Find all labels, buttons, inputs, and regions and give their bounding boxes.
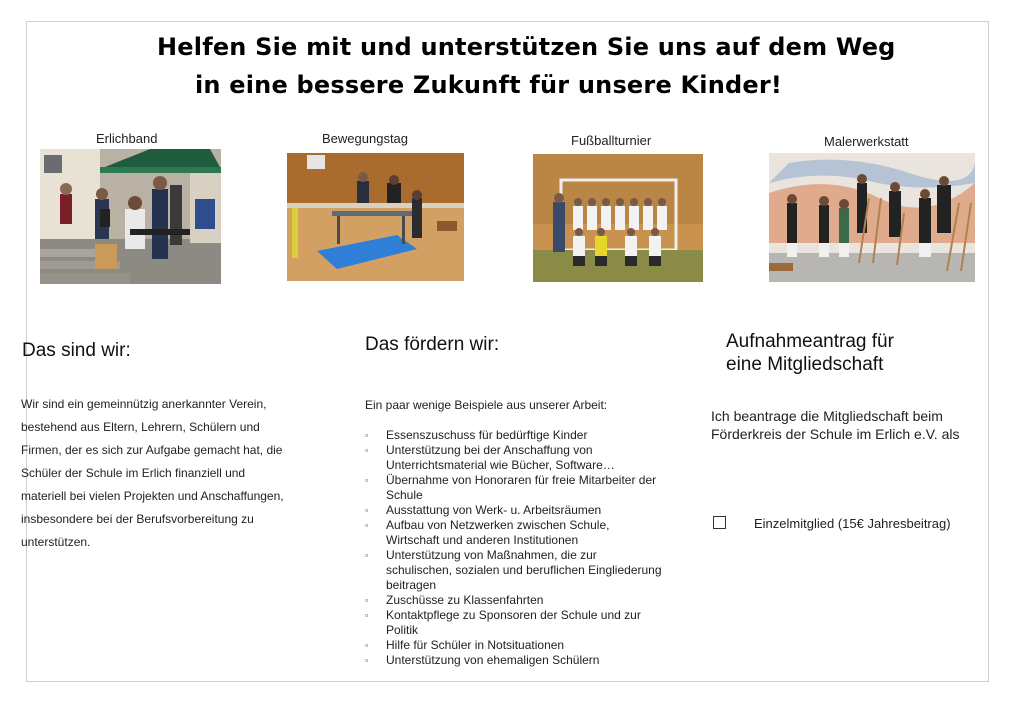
about-line: Schüler der Schule im Erlich finanziell und <box>21 466 246 480</box>
about-line: bestehend aus Eltern, Lehrern, Schülern und <box>21 420 260 434</box>
about-line: unterstützen. <box>21 535 91 549</box>
list-item <box>365 548 665 593</box>
support-intro: Ein paar wenige Beispiele aus unserer Arbeit: <box>365 398 608 412</box>
list-item <box>365 653 665 668</box>
list-item <box>365 593 665 608</box>
support-list <box>365 428 665 668</box>
list-item-text: Ausstattung von Werk- u. Arbeitsräumen <box>386 503 602 517</box>
bullet-icon: ▫ <box>365 610 369 620</box>
membership-title <box>726 330 894 376</box>
list-item <box>365 503 665 518</box>
about-line: Wir sind ein gemeinnützig anerkannter Verein, <box>21 397 267 411</box>
list-item <box>365 518 665 548</box>
list-item <box>365 428 665 443</box>
caption-fussballturnier: Fußballturnier <box>571 133 652 148</box>
about-line: Firmen, der es sich zur Aufgabe gemacht hat, die <box>21 443 283 457</box>
bullet-icon: ▫ <box>365 520 369 530</box>
headline-line-2: in eine bessere Zukunft für unsere Kinder! <box>195 71 783 99</box>
list-item-text: Zuschüsse zu Klassenfahrten <box>386 593 544 607</box>
bullet-icon: ▫ <box>365 550 369 560</box>
list-item-text: Essenszuschuss für bedürftige Kinder <box>386 428 588 442</box>
list-item-text: Übernahme von Honoraren für freie Mitarbeiter der Schule <box>386 473 657 502</box>
about-title: Das sind wir: <box>22 340 131 361</box>
membership-option-label: Einzelmitglied (15€ Jahresbeitrag) <box>754 516 951 531</box>
photo-fussballturnier <box>533 154 703 282</box>
list-item <box>365 443 665 473</box>
bullet-icon: ▫ <box>365 595 369 605</box>
photo-bewegungstag <box>287 153 464 281</box>
membership-title-line: eine Mitgliedschaft <box>726 354 884 375</box>
caption-bewegungstag: Bewegungstag <box>322 131 409 146</box>
list-item <box>365 608 665 638</box>
caption-erlichband: Erlichband <box>96 131 158 146</box>
photo-malerwerkstatt <box>769 153 975 282</box>
list-item <box>365 473 665 503</box>
list-item-text: Hilfe für Schüler in Notsituationen <box>386 638 565 652</box>
about-text <box>21 393 331 554</box>
photo-erlichband <box>40 149 221 284</box>
list-item-text: Unterstützung von ehemaligen Schülern <box>386 653 600 667</box>
membership-text: Ich beantrage die Mitgliedschaft beim Förderkreis der Schule im Erlich e.V. als <box>711 408 960 442</box>
list-item-text: Unterstützung von Maßnahmen, die zur schulischen, sozialen und beruflichen Eingliederung beitragen <box>386 548 662 592</box>
headline-line-1: Helfen Sie mit und unterstützen Sie uns auf dem Weg <box>157 33 896 61</box>
support-title: Das fördern wir: <box>365 334 500 355</box>
bullet-icon: ▫ <box>365 640 369 650</box>
bullet-icon: ▫ <box>365 430 369 440</box>
bullet-icon: ▫ <box>365 445 369 455</box>
caption-malerwerkstatt: Malerwerkstatt <box>824 134 909 149</box>
about-line: insbesondere bei der Berufsvorbereitung zu <box>21 512 254 526</box>
bullet-icon: ▫ <box>365 505 369 515</box>
list-item <box>365 638 665 653</box>
list-item-text: Unterstützung bei der Anschaffung von Unterrichtsmaterial wie Bücher, Software… <box>386 443 615 472</box>
list-item-text: Kontaktpflege zu Sponsoren der Schule und zur Politik <box>386 608 641 637</box>
bullet-icon: ▫ <box>365 655 369 665</box>
list-item-text: Aufbau von Netzwerken zwischen Schule, Wirtschaft und anderen Institutionen <box>386 518 610 547</box>
membership-title-line: Aufnahmeantrag für <box>726 331 894 352</box>
membership-checkbox[interactable] <box>713 516 726 529</box>
bullet-icon: ▫ <box>365 475 369 485</box>
about-line: materiell bei vielen Projekten und Anschaffungen, <box>21 489 284 503</box>
